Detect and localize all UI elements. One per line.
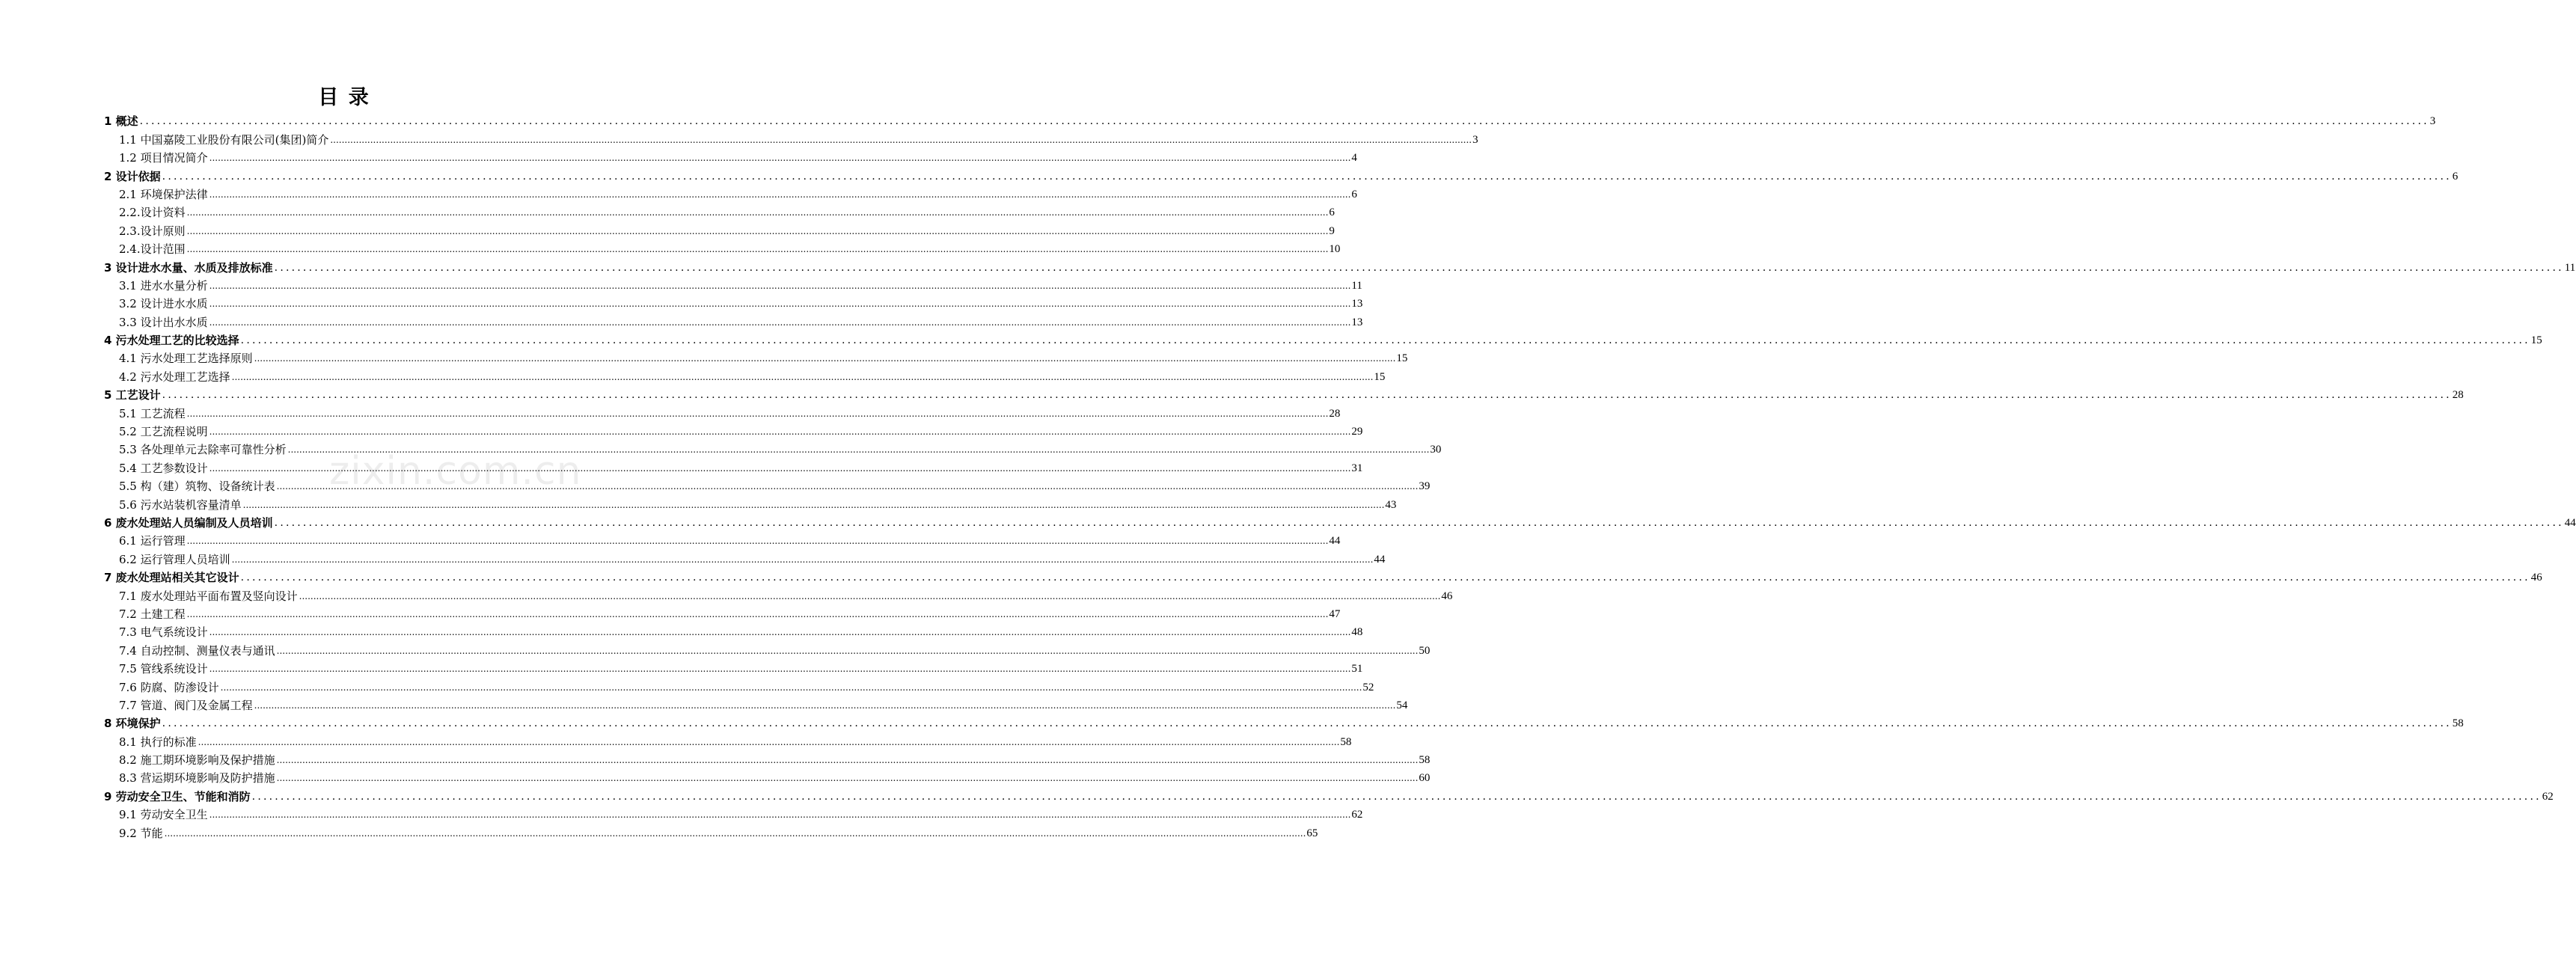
toc-page-number: 51 [1351,663,1363,676]
toc-entry-label: 7.4 自动控制、测量仪表与通讯 [119,643,275,658]
toc-leader-dots: ................................................................................................................................................................................................................................................................................................................................................................................................................ [276,755,1419,766]
toc-leader-dots: ................................................................................................................................................................................................................................................................................................................................................................................................................ [186,244,1329,255]
toc-leader-dots: ................................................................................................................................................................................................................................................................................................................................................................................................................ [254,353,1396,364]
toc-entry-label: 7.2 土建工程 [119,607,186,621]
toc-page-number: 28 [2452,389,2464,402]
toc-page-number: 15 [1374,370,1386,383]
toc-entry-label: 3 设计进水水量、水质及排放标准 [104,260,273,275]
toc-chapter-entry[interactable] [104,713,2464,731]
toc-leader-dots: ................................................................................................................................................................................................................................................................................................................................................................................................................ [186,608,1329,619]
toc-entry-label: 9.1 劳动安全卫生 [119,808,208,822]
toc-section-entry[interactable] [104,439,1442,457]
toc-leader-dots: ................................................................................................................................................................................................................................................................................................................................................................................................................ [209,627,1351,638]
toc-chapter-entry[interactable] [104,165,2459,183]
toc-page-number: 62 [2542,790,2554,803]
toc-page-number: 6 [2452,170,2459,183]
toc-page-number: 58 [1419,754,1431,767]
toc-chapter-entry[interactable] [104,111,2436,129]
toc-entry-label: 2.4.设计范围 [119,242,186,257]
toc-leader-dots: ................................................................................................................................................................................................................................................................................................................................................................................................................ [276,773,1419,784]
toc-page-number: 50 [1419,644,1431,657]
toc-page-number: 58 [2452,717,2464,730]
toc-leader-dots: ................................................................................................................................................................................................................................................................................................................................................................................................................ [231,554,1374,565]
toc-entry-label: 4.2 污水处理工艺选择 [119,370,230,384]
toc-page-number: 4 [1351,152,1357,165]
toc-chapter-entry[interactable] [104,385,2464,402]
toc-entry-label: 2.1 环境保护法律 [119,187,208,201]
toc-entry-label: 5.4 工艺参数设计 [119,461,208,475]
page-title [0,81,688,110]
toc-page-number: 46 [1441,589,1453,602]
toc-leader-dots: ................................................................................................................................................................................................................................................................................................................................................................................................................ [330,134,1472,145]
toc-page-number: 29 [1351,426,1363,438]
toc-section-entry[interactable] [104,275,1362,293]
toc-leader-dots: ................................................................................................................................................................................................................................................................................................................................................................................................................ [209,189,1351,200]
toc-leader-dots: ................................................................................................................................................................................................................................................................................................................................................................................................................ [209,153,1351,164]
toc-leader-dots: ................................................................................................................................................................................................................................................................................................................................................................................................................ [276,481,1419,492]
toc-entry-label: 2 设计依据 [104,169,161,183]
toc-page-number: 65 [1306,827,1318,839]
toc-page-number: 44 [1374,553,1386,566]
toc-entry-label: 2.2.设计资料 [119,206,186,220]
toc-leader-dots: ................................................................................................................................................................................................................................................................................................................................................................................................................ [251,790,2542,803]
toc-leader-dots: ................................................................................................................................................................................................................................................................................................................................................................................................................ [274,516,2564,529]
toc-section-entry[interactable] [104,421,1363,439]
toc-leader-dots: ................................................................................................................................................................................................................................................................................................................................................................................................................ [186,207,1329,218]
toc-leader-dots: ................................................................................................................................................................................................................................................................................................................................................................................................................ [209,462,1351,474]
table-of-contents [104,111,2576,841]
toc-entry-label: 6.2 运行管理人员培训 [119,552,230,566]
toc-section-entry[interactable] [104,731,1352,749]
toc-section-entry[interactable] [104,239,1341,257]
toc-leader-dots: ................................................................................................................................................................................................................................................................................................................................................................................................................ [209,809,1351,821]
toc-entry-label: 4 污水处理工艺的比较选择 [104,334,239,348]
toc-page-number: 47 [1329,607,1341,620]
toc-entry-label: 5.5 构（建）筑物、设备统计表 [119,480,275,494]
toc-entry-label: 7.5 管线系统设计 [119,662,208,676]
toc-page-number: 44 [2564,516,2576,529]
toc-leader-dots: ................................................................................................................................................................................................................................................................................................................................................................................................................ [287,444,1430,456]
toc-page-number: 39 [1419,480,1431,493]
toc-page-number: 43 [1385,498,1397,511]
toc-leader-dots: ................................................................................................................................................................................................................................................................................................................................................................................................................ [299,590,1441,601]
toc-leader-dots: ................................................................................................................................................................................................................................................................................................................................................................................................................ [198,736,1340,747]
toc-section-entry[interactable] [104,293,1363,311]
toc-leader-dots: ................................................................................................................................................................................................................................................................................................................................................................................................................ [209,316,1351,328]
toc-page-number: 60 [1419,772,1431,785]
toc-section-entry[interactable] [104,202,1335,220]
toc-page-number: 3 [1472,133,1478,146]
toc-leader-dots: ................................................................................................................................................................................................................................................................................................................................................................................................................ [209,298,1351,310]
toc-page-number: 9 [1329,224,1335,237]
toc-entry-label: 8.2 施工期环境影响及保护措施 [119,753,275,768]
toc-entry-label: 7.1 废水处理站平面布置及竖向设计 [119,589,298,603]
toc-entry-label: 6.1 运行管理 [119,534,186,548]
toc-page-number: 11 [1351,279,1362,292]
toc-page-number: 3 [2429,115,2436,128]
toc-section-entry[interactable] [104,676,1374,694]
toc-section-entry[interactable] [104,402,1341,420]
toc-leader-dots: ................................................................................................................................................................................................................................................................................................................................................................................................................ [209,664,1351,675]
toc-page-number: 58 [1340,735,1352,748]
toc-section-entry[interactable] [104,604,1341,622]
toc-leader-dots: ................................................................................................................................................................................................................................................................................................................................................................................................................ [276,645,1419,656]
toc-page-number: 46 [2530,572,2542,584]
toc-chapter-entry[interactable] [104,257,2576,275]
toc-page-number: 15 [1396,352,1408,365]
toc-section-entry[interactable] [104,457,1363,475]
toc-section-entry[interactable] [104,822,1318,840]
toc-entry-label: 8 环境保护 [104,717,161,731]
toc-section-entry[interactable] [104,147,1357,165]
toc-page-number: 28 [1329,407,1341,420]
toc-leader-dots: ................................................................................................................................................................................................................................................................................................................................................................................................................ [209,280,1351,291]
toc-page-number: 13 [1351,316,1363,328]
toc-leader-dots: ................................................................................................................................................................................................................................................................................................................................................................................................................ [164,827,1306,839]
toc-section-entry[interactable] [104,184,1357,202]
toc-entry-label: 5.2 工艺流程说明 [119,425,208,439]
toc-leader-dots: ................................................................................................................................................................................................................................................................................................................................................................................................................ [240,334,2530,347]
toc-section-entry[interactable] [104,585,1453,603]
toc-page-number: 44 [1329,535,1341,548]
toc-leader-dots: ................................................................................................................................................................................................................................................................................................................................................................................................................ [186,536,1329,547]
toc-page-number: 54 [1396,699,1408,711]
toc-entry-label: 3.1 进水水量分析 [119,278,208,292]
toc-leader-dots: ................................................................................................................................................................................................................................................................................................................................................................................................................ [240,572,2530,584]
toc-leader-dots: ................................................................................................................................................................................................................................................................................................................................................................................................................ [274,261,2564,274]
toc-page-number: 30 [1430,444,1442,456]
toc-entry-label: 9.2 节能 [119,826,163,840]
toc-leader-dots: ................................................................................................................................................................................................................................................................................................................................................................................................................ [162,717,2452,730]
toc-heading: 目 录 [318,86,370,109]
toc-page-number: 62 [1351,809,1363,821]
toc-section-entry[interactable] [104,530,1341,548]
toc-entry-label: 4.1 污水处理工艺选择原则 [119,352,253,366]
toc-section-entry[interactable] [104,220,1335,238]
toc-entry-label: 7.3 电气系统设计 [119,625,208,640]
toc-entry-label: 7.6 防腐、防渗设计 [119,680,219,694]
toc-leader-dots: ................................................................................................................................................................................................................................................................................................................................................................................................................ [162,170,2452,183]
toc-chapter-entry[interactable] [104,567,2542,585]
toc-leader-dots: ................................................................................................................................................................................................................................................................................................................................................................................................................ [254,699,1396,711]
toc-leader-dots: ................................................................................................................................................................................................................................................................................................................................................................................................................ [231,371,1374,382]
toc-entry-label: 3.3 设计出水水质 [119,315,208,329]
toc-entry-label: 7 废水处理站相关其它设计 [104,571,239,585]
toc-page-number: 52 [1362,681,1374,693]
toc-entry-label: 6 废水处理站人员编制及人员培训 [104,515,273,530]
toc-section-entry[interactable] [104,804,1363,822]
toc-leader-dots: ................................................................................................................................................................................................................................................................................................................................................................................................................ [220,682,1362,693]
toc-section-entry[interactable] [104,695,1408,713]
toc-page-number: 13 [1351,298,1363,310]
toc-page-number: 15 [2530,334,2542,347]
toc-page-number: 6 [1329,206,1335,219]
toc-entry-label: 9 劳动安全卫生、节能和消防 [104,789,251,803]
toc-section-entry[interactable] [104,311,1363,329]
toc-section-entry[interactable] [104,366,1386,384]
toc-page-number: 48 [1351,626,1363,639]
toc-entry-label: 8.1 执行的标准 [119,735,197,749]
toc-chapter-entry[interactable] [104,330,2542,348]
toc-leader-dots: ................................................................................................................................................................................................................................................................................................................................................................................................................ [186,408,1329,419]
toc-leader-dots: ................................................................................................................................................................................................................................................................................................................................................................................................................ [139,115,2429,128]
toc-entry-label: 1.2 项目情况简介 [119,151,208,165]
toc-leader-dots: ................................................................................................................................................................................................................................................................................................................................................................................................................ [209,426,1351,438]
toc-section-entry[interactable] [104,622,1363,640]
toc-chapter-entry[interactable] [104,512,2576,530]
toc-leader-dots: ................................................................................................................................................................................................................................................................................................................................................................................................................ [186,225,1329,236]
toc-section-entry[interactable] [104,658,1363,676]
toc-section-entry[interactable] [104,768,1431,785]
toc-entry-label: 5.6 污水站装机容量清单 [119,497,242,512]
toc-page-number: 10 [1329,243,1341,256]
toc-entry-label: 7.7 管道、阀门及金属工程 [119,698,253,712]
toc-entry-label: 5.1 工艺流程 [119,406,186,420]
toc-page-number: 11 [2564,261,2576,274]
toc-chapter-entry[interactable] [104,785,2554,803]
toc-section-entry[interactable] [104,494,1397,512]
toc-entry-label: 5 工艺设计 [104,388,161,402]
toc-entry-label: 1 概述 [104,114,138,129]
toc-page-number: 6 [1351,188,1357,200]
watermark-text: zixin.com.cn [329,449,582,494]
toc-section-entry[interactable] [104,640,1431,658]
toc-section-entry[interactable] [104,476,1431,494]
toc-section-entry[interactable] [104,750,1431,768]
toc-page-number: 31 [1351,462,1363,474]
toc-entry-label: 8.3 营运期环境影响及防护措施 [119,771,275,785]
toc-entry-label: 2.3.设计原则 [119,224,186,238]
toc-section-entry[interactable] [104,129,1478,147]
toc-section-entry[interactable] [104,348,1408,366]
toc-entry-label: 3.2 设计进水水质 [119,297,208,311]
toc-entry-label: 1.1 中国嘉陵工业股份有限公司(集团)简介 [119,132,329,147]
toc-leader-dots: ................................................................................................................................................................................................................................................................................................................................................................................................................ [242,499,1385,510]
toc-entry-label: 5.3 各处理单元去除率可靠性分析 [119,443,287,457]
toc-leader-dots: ................................................................................................................................................................................................................................................................................................................................................................................................................ [162,389,2452,402]
toc-section-entry[interactable] [104,548,1386,566]
